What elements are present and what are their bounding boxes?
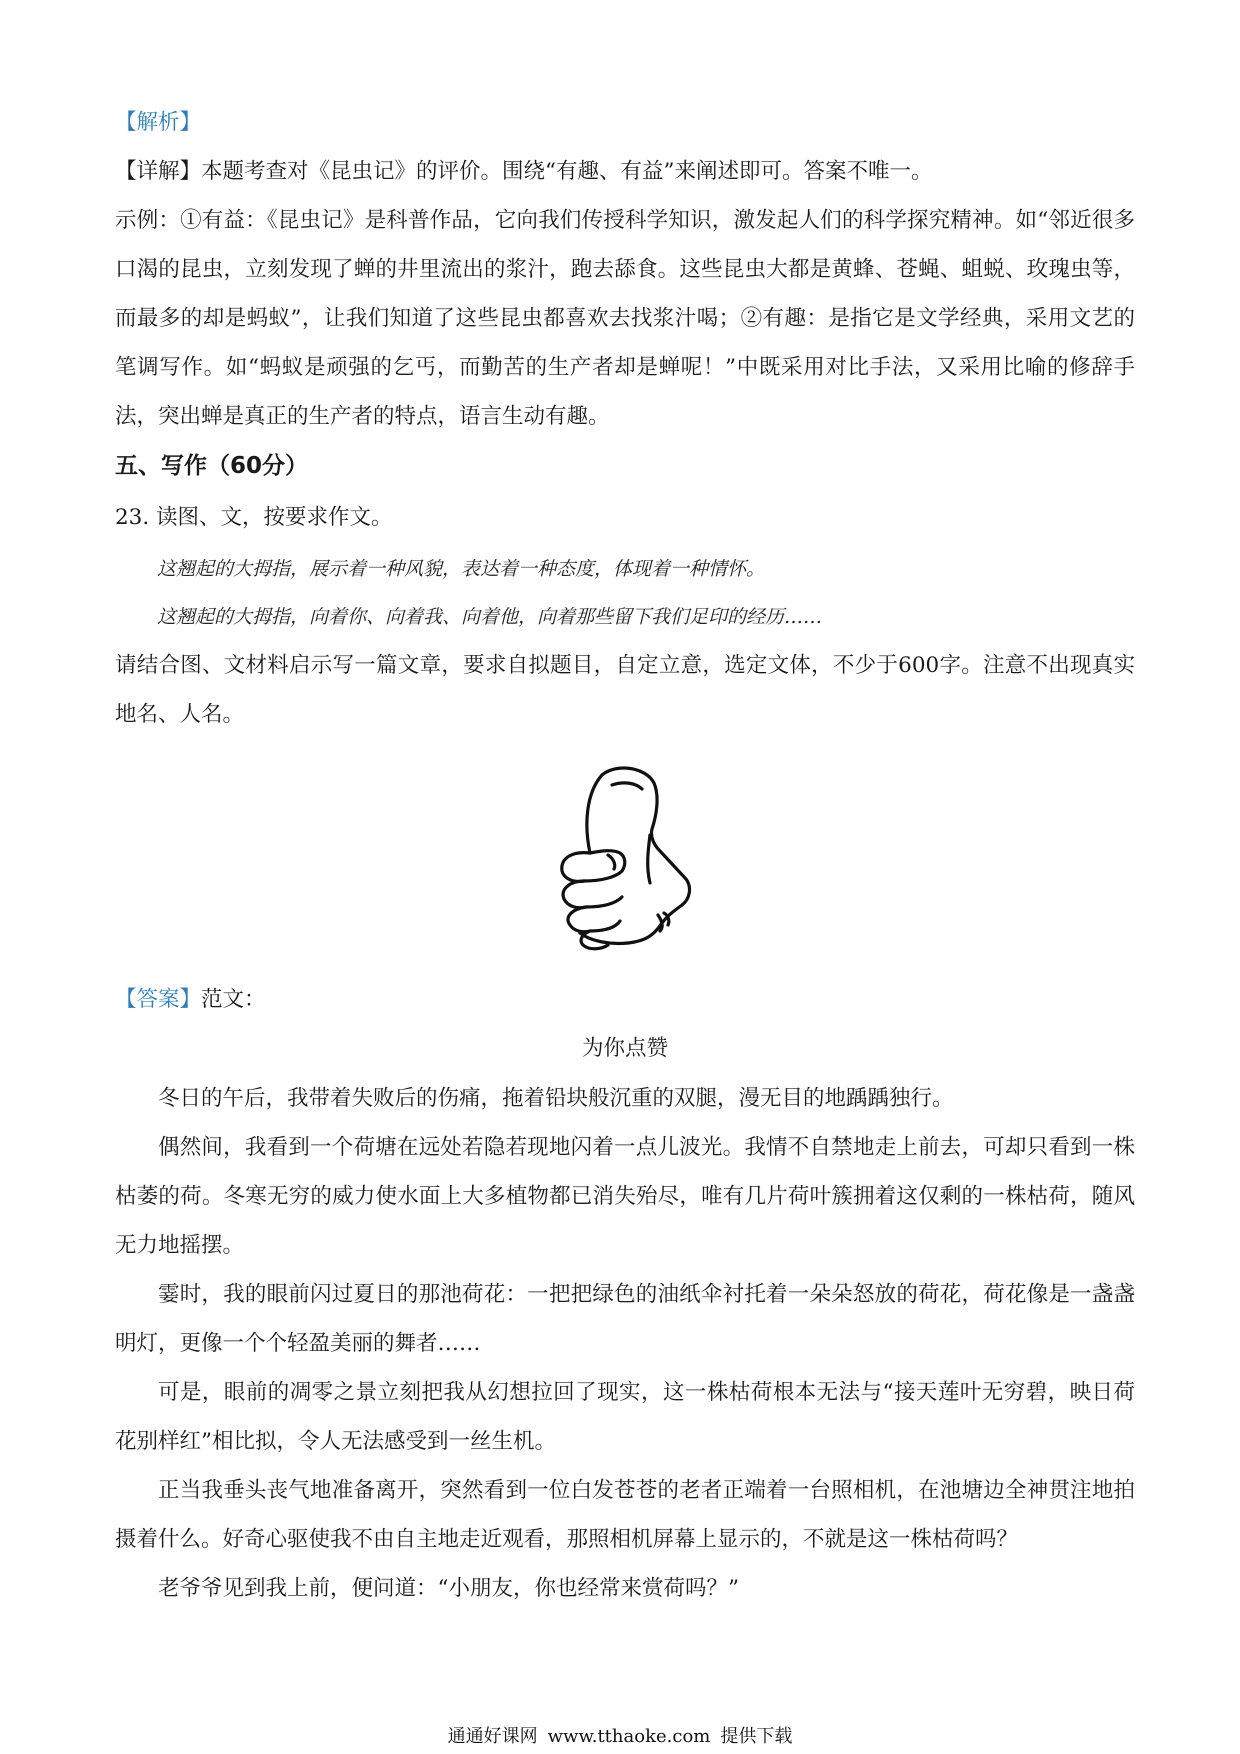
footer-site-name: 通通好课网 [447, 1726, 538, 1747]
essay-paragraph: 偶然间，我看到一个荷塘在远处若隐若现地闪着一点儿波光。我情不自禁地走上前去，可却只看到一株枯萎的荷。冬寒无穷的威力使水面上大多植物都已消失殆尽，唯有几片荷叶簇拥着这仅剩的一株枯荷，随风无力地摇摆。 [115, 1135, 1135, 1258]
answer-heading [115, 975, 1135, 1024]
analysis-example: 示例：①有益：《昆虫记》是科普作品，它向我们传授科学知识，激发起人们的科学探究精神。如“邻近很多口渴的昆虫，立刻发现了蝉的井里流出的浆汁，跑去舔食。这些昆虫大都是黄蜂、苍蝇、蛆蜕、玫瑰虫等，而最多的却是蚂蚁”，让我们知道了这些昆虫都喜欢去找浆汁喝；②有趣：是指它是文学经典，采用文艺的笔调写作。如“蚂蚁是顽强的乞丐，而勤苦的生产者却是蝉呢！”中既采用对比手法，又采用比喻的修辞手法，突出蝉是真正的生产者的特点，语言生动有趣。 [115, 208, 1135, 429]
essay-paragraph: 可是，眼前的凋零之景立刻把我从幻想拉回了现实，这一株枯荷根本无法与“接天莲叶无穷碧，映日荷花别样红”相比拟，令人无法感受到一丝生机。 [115, 1380, 1135, 1454]
footer-suffix: 提供下载 [720, 1726, 793, 1747]
thumbs-up-figure [115, 765, 1135, 965]
answer-tag: 【答案】 [115, 987, 202, 1012]
footer-url[interactable]: www.tthaoke.com [547, 1726, 711, 1747]
analysis-heading [115, 98, 1135, 147]
quote-line-1: 这翘起的大拇指，展示着一种风貌，表达着一种态度，体现着一种情怀。 [157, 558, 766, 580]
thumbs-up-icon [550, 765, 700, 965]
analysis-detail [115, 147, 1135, 196]
question-requirement: 请结合图、文材料启示写一篇文章，要求自拟题目，自定立意，选定文体，不少于600字。注意不出现真实地名、人名。 [115, 653, 1135, 727]
analysis-tag: 【解析】 [115, 110, 202, 135]
answer-lead: 范文： [201, 987, 266, 1012]
essay-paragraph: 霎时，我的眼前闪过夏日的那池荷花：一把把绿色的油纸伞衬托着一朵朵怒放的荷花，荷花像是一盏盏明灯，更像一个个轻盈美丽的舞者…… [115, 1282, 1135, 1356]
essay-paragraph: 正当我垂头丧气地准备离开，突然看到一位白发苍苍的老者正端着一台照相机，在池塘边全神贯注地拍摄着什么。好奇心驱使我不由自主地走近观看，那照相机屏幕上显示的，不就是这一株枯荷吗？ [115, 1478, 1135, 1552]
essay-paragraph: 老爷爷见到我上前，便问道：“小朋友，你也经常来赏荷吗？” [158, 1576, 739, 1601]
question-number: 23. 读图、文，按要求作文。 [115, 505, 393, 530]
essay-paragraph: 冬日的午后，我带着失败后的伤痛，拖着铅块般沉重的双腿，漫无目的地踽踽独行。 [158, 1086, 954, 1111]
page-footer [0, 1722, 1240, 1748]
essay-title: 为你点赞 [581, 1036, 668, 1061]
section-title: 五、写作（60分） [115, 453, 309, 479]
page-content [115, 98, 1135, 1613]
detail-tag: 【详解】 [115, 159, 202, 184]
quote-line-2: 这翘起的大拇指，向着你、向着我、向着他，向着那些留下我们足印的经历…… [157, 606, 823, 628]
detail-text: 本题考查对《昆虫记》的评价。围绕“有趣、有益”来阐述即可。答案不唯一。 [201, 159, 933, 184]
